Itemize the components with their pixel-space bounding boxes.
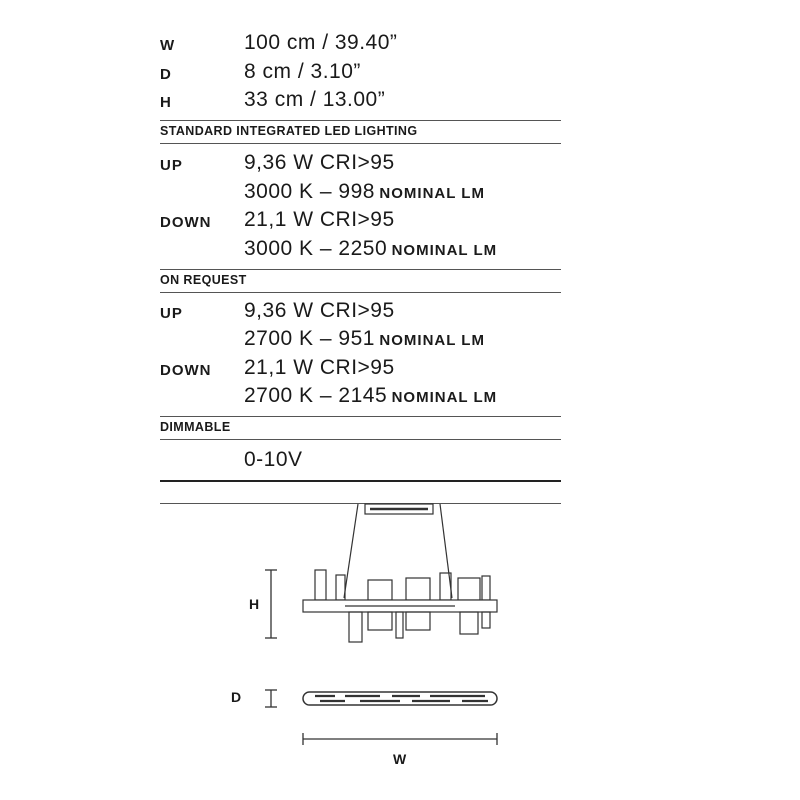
width-value: 100 cm / 39.40” xyxy=(244,31,398,54)
request-up-power: 9,36 W CRI>95 xyxy=(244,299,395,322)
request-down-power: 21,1 W CRI>95 xyxy=(244,356,395,379)
standard-up-flux-unit: NOMINAL LM xyxy=(379,185,485,202)
standard-down-flux-value: 3000 K – 2250 xyxy=(244,237,388,260)
drawing-depth-label: D xyxy=(231,689,242,705)
height-value: 33 cm / 13.00” xyxy=(244,88,386,111)
glass-block xyxy=(460,612,478,634)
glass-block xyxy=(482,576,490,600)
dimmable-value: 0-10V xyxy=(244,448,303,471)
request-up-flux-unit: NOMINAL LM xyxy=(379,332,485,349)
suspension-cable xyxy=(440,504,452,598)
suspension-cable xyxy=(344,504,358,598)
glass-block xyxy=(349,612,362,642)
request-down-flux-value: 2700 K – 2145 xyxy=(244,384,388,407)
request-down-flux-unit: NOMINAL LM xyxy=(391,389,498,406)
request-up-label: UP xyxy=(160,305,183,322)
standard-down-flux-unit: NOMINAL LM xyxy=(391,242,498,259)
glass-block xyxy=(406,578,430,600)
drawing-height-label: H xyxy=(249,596,260,612)
width-dimension xyxy=(303,733,497,745)
standard-up-label: UP xyxy=(160,157,183,174)
glass-block xyxy=(396,612,403,638)
depth-dimension xyxy=(265,690,277,707)
height-dimension xyxy=(265,570,277,638)
glass-block xyxy=(458,578,480,600)
glass-block xyxy=(315,570,326,600)
top-view xyxy=(303,692,497,705)
section-title-on-request: ON REQUEST xyxy=(160,273,247,287)
section-title-standard: STANDARD INTEGRATED LED LIGHTING xyxy=(160,124,418,138)
top-view-segments xyxy=(315,696,488,701)
request-down-label: DOWN xyxy=(160,362,212,379)
section-title-dimmable: DIMMABLE xyxy=(160,420,231,434)
request-up-flux-value: 2700 K – 951 xyxy=(244,327,375,350)
standard-down-power: 21,1 W CRI>95 xyxy=(244,208,395,231)
glass-block xyxy=(368,612,392,630)
width-label: W xyxy=(160,37,176,54)
depth-label: D xyxy=(160,66,172,83)
front-view xyxy=(303,504,497,642)
height-label: H xyxy=(160,94,172,111)
depth-value: 8 cm / 3.10” xyxy=(244,60,361,83)
glass-block xyxy=(406,612,430,630)
top-view-outline xyxy=(303,692,497,705)
standard-up-power: 9,36 W CRI>95 xyxy=(244,151,395,174)
standard-up-flux-value: 3000 K – 998 xyxy=(244,180,375,203)
glass-block xyxy=(336,575,345,600)
drawing-width-label: W xyxy=(393,751,407,767)
standard-down-label: DOWN xyxy=(160,214,212,231)
glass-block xyxy=(368,580,392,600)
glass-block xyxy=(482,612,490,628)
